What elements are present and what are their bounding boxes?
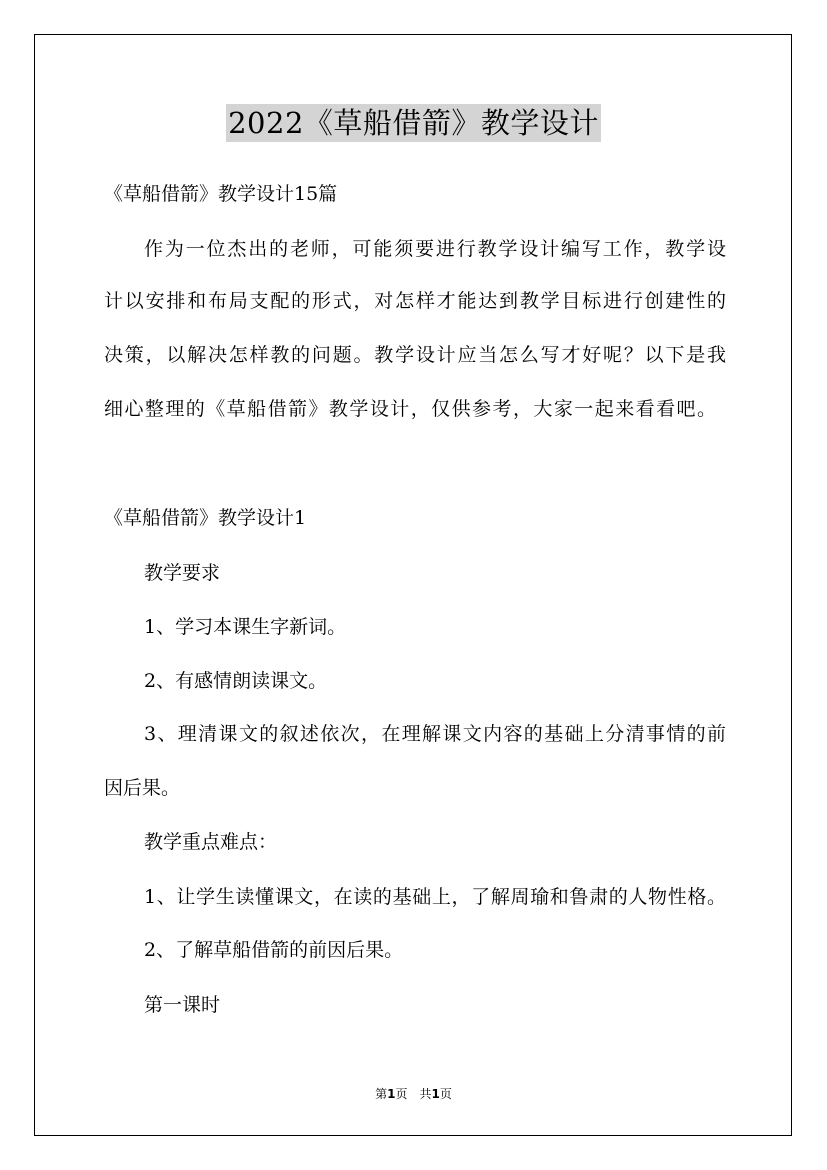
key-points-heading: 教学重点难点： (144, 831, 278, 853)
footer-mid: 页 共 (395, 1087, 432, 1101)
footer-page-current: 1 (387, 1087, 396, 1101)
requirement-item-3: 3、理清课文的叙述依次，在理解课文内容的基础上分清事情的前 (144, 723, 726, 745)
key-point-item-2: 2、了解草船借箭的前因后果。 (144, 939, 404, 961)
lesson-label: 第一课时 (144, 994, 221, 1016)
section-heading: 《草船借箭》教学设计1 (104, 507, 307, 529)
key-point-item-1: 1、让学生读懂课文，在读的基础上，了解周瑜和鲁肃的人物性格。 (144, 886, 726, 908)
intro-line-1: 作为一位杰出的老师，可能须要进行教学设计编写工作，教学设 (144, 238, 726, 260)
footer-prefix: 第 (375, 1087, 388, 1101)
document-subtitle: 《草船借箭》教学设计15篇 (104, 183, 338, 205)
footer-page-total: 1 (431, 1087, 440, 1101)
requirement-item-2: 2、有感情朗读课文。 (144, 670, 328, 692)
intro-line-4: 细心整理的《草船借箭》教学设计，仅供参考，大家一起来看看吧。 (104, 398, 716, 420)
title-container (0, 104, 827, 142)
document-title: 2022《草船借箭》教学设计 (228, 106, 599, 140)
page-footer (0, 1086, 827, 1102)
intro-line-2: 计以安排和布局支配的形式，对怎样才能达到教学目标进行创建性的 (104, 290, 726, 312)
requirement-item-1: 1、学习本课生字新词。 (144, 616, 347, 638)
requirement-item-3-cont: 因后果。 (104, 777, 181, 799)
footer-suffix: 页 (439, 1087, 452, 1101)
requirements-heading: 教学要求 (144, 562, 221, 584)
intro-line-3: 决策，以解决怎样教的问题。教学设计应当怎么写才好呢？以下是我 (104, 344, 726, 366)
